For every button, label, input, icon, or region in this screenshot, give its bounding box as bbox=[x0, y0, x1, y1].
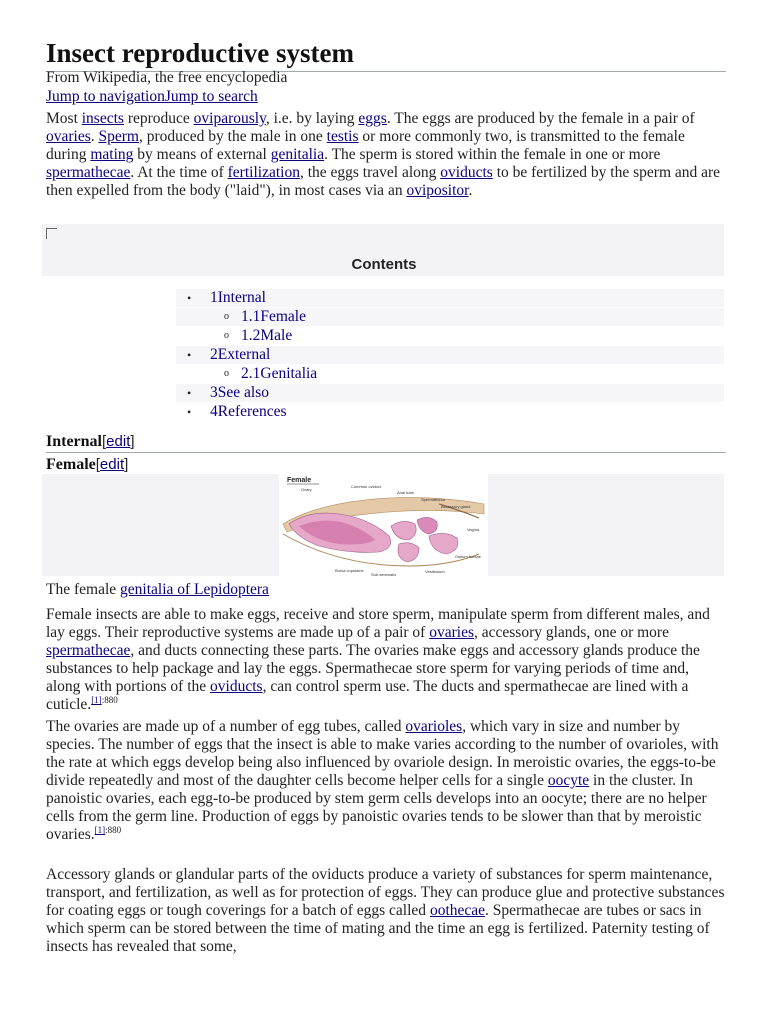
label-vagina: Vagina bbox=[467, 527, 480, 532]
edit-bracket: ] bbox=[124, 456, 129, 473]
intro-text: , i.e. by laying bbox=[265, 110, 359, 127]
link-oviducts-2[interactable]: oviducts bbox=[210, 678, 263, 695]
bullet-icon: • bbox=[187, 291, 192, 305]
section-heading-internal bbox=[46, 433, 726, 453]
label-common-oviduct: Common oviduct bbox=[351, 484, 382, 489]
ref-page: :880 bbox=[101, 694, 118, 705]
edit-bracket: ] bbox=[130, 433, 135, 450]
ref-link-1-b[interactable]: [1] bbox=[94, 824, 106, 835]
edit-link-female[interactable]: edit bbox=[99, 456, 125, 473]
paragraph-text: The ovaries are made up of a number of egg tubes, called bbox=[46, 718, 406, 735]
paragraph-text: , and ducts connecting these parts. The ovaries make eggs and accessory glands produce the substances to help package and lay the eggs. Spermathecae store sperm for varying periods of time and, along with portions of the bbox=[46, 642, 700, 695]
ref-link-1[interactable]: [1] bbox=[91, 694, 102, 705]
circle-bullet-icon: o bbox=[224, 368, 229, 379]
link-spermathecae-2[interactable]: spermathecae bbox=[46, 642, 131, 659]
paragraph-female-2 bbox=[46, 718, 726, 844]
page-subtitle: From Wikipedia, the free encyclopedia bbox=[46, 69, 288, 86]
intro-text: by means of external bbox=[133, 146, 271, 163]
jump-links bbox=[46, 88, 258, 106]
paragraph-text: , can control sperm use. The ducts and spermathecae are lined with a cuticle. bbox=[46, 678, 689, 713]
paragraph-female-3 bbox=[46, 866, 726, 956]
paragraph-text: Female insects are able to make eggs, receive and store sperm, manipulate sperm from different males, and lay eggs. Their reproductive systems are made up of a pair of bbox=[46, 606, 710, 641]
intro-text: Most bbox=[46, 110, 82, 127]
link-oothecae[interactable]: oothecae bbox=[429, 902, 486, 919]
link-eggs[interactable]: eggs bbox=[358, 110, 387, 127]
link-oviparously[interactable]: oviparously bbox=[193, 110, 266, 127]
edit-bracket: [ bbox=[102, 433, 107, 450]
toc-label: Female bbox=[260, 308, 306, 325]
toc-title: Contents bbox=[351, 256, 417, 273]
intro-text: , the eggs travel along bbox=[299, 164, 441, 181]
intro-text: reproduce bbox=[123, 110, 194, 127]
figure-caption bbox=[46, 581, 269, 599]
circle-bullet-icon: o bbox=[224, 330, 229, 341]
toc-item-genitalia[interactable] bbox=[176, 365, 724, 383]
label-spermatheca: Spermatheca bbox=[421, 497, 445, 502]
toc-number: 1.2 bbox=[241, 327, 261, 344]
toc-label: External bbox=[217, 346, 271, 363]
caption-text: The female bbox=[46, 581, 121, 598]
citation bbox=[95, 825, 122, 835]
toc-number: 1.1 bbox=[241, 308, 261, 325]
link-ovaries-2[interactable]: ovaries bbox=[429, 624, 474, 641]
link-fertilization[interactable]: fertilization bbox=[227, 164, 300, 181]
link-insects[interactable]: insects bbox=[81, 110, 124, 127]
paragraph-text: , which vary in size and number by species. The number of eggs that the insect is able to make varies according to the number of ovarioles, with the rate at which eggs develop being also influenced by ovariole design. In meroistic ovaries, the eggs-to-be divide repeatedly and most of the daughter cells become helper cells for a single bbox=[46, 718, 719, 789]
link-oviducts[interactable]: oviducts bbox=[440, 164, 493, 181]
link-ovarioles[interactable]: ovarioles bbox=[405, 718, 463, 735]
intro-paragraph bbox=[46, 110, 726, 200]
edit-bracket: [ bbox=[95, 456, 100, 473]
jump-to-navigation-link[interactable]: Jump to navigation bbox=[46, 88, 165, 105]
link-mating[interactable]: mating bbox=[90, 146, 134, 163]
link-oocyte[interactable]: oocyte bbox=[547, 772, 590, 789]
heading-text: Female bbox=[46, 456, 96, 473]
toc-number: 2.1 bbox=[241, 365, 261, 382]
toc-item-references[interactable] bbox=[176, 403, 724, 421]
toc-number: 4 bbox=[210, 403, 218, 420]
label-ostium-bursae: Ostium bursae bbox=[455, 554, 482, 559]
paragraph-text: , accessory glands, one or more bbox=[473, 624, 669, 641]
intro-text: , produced by the male in one bbox=[138, 128, 327, 145]
toc-item-internal[interactable] bbox=[176, 289, 724, 307]
link-genitalia[interactable]: genitalia bbox=[270, 146, 325, 163]
toc-number: 3 bbox=[210, 384, 218, 401]
heading-text: Internal bbox=[46, 433, 102, 450]
female-genitalia-diagram[interactable] bbox=[279, 474, 488, 580]
intro-text: to be fertilized by the sperm and are then expelled from the body ("laid"), in most cases via an bbox=[46, 164, 721, 199]
label-vestibulum: Vestibulum bbox=[425, 569, 445, 574]
intro-text: or more commonly two, is transmitted to the female during bbox=[46, 128, 685, 163]
intro-text: . At the time of bbox=[130, 164, 228, 181]
intro-text: . The eggs are produced by the female in a pair of bbox=[386, 110, 695, 127]
toc-number: 1 bbox=[210, 289, 218, 306]
label-ovary: Ovary bbox=[301, 487, 312, 492]
link-genitalia-of-lepidoptera[interactable]: genitalia of Lepidoptera bbox=[120, 581, 269, 598]
intro-text: . The sperm is stored within the female in one or more bbox=[324, 146, 661, 163]
bullet-icon: • bbox=[187, 405, 192, 419]
toc-item-see-also[interactable] bbox=[176, 384, 724, 402]
link-testis[interactable]: testis bbox=[326, 128, 359, 145]
toc-label: Genitalia bbox=[260, 365, 318, 382]
toc-label: Male bbox=[260, 327, 293, 344]
circle-bullet-icon: o bbox=[224, 311, 229, 322]
label-anal-tube: Anal tube bbox=[397, 490, 414, 495]
label-bursa-copulatrix: Bursa copulatrix bbox=[335, 568, 364, 573]
toc-label: See also bbox=[217, 384, 269, 401]
jump-to-search-link[interactable]: Jump to search bbox=[164, 88, 258, 105]
link-sperm[interactable]: Sperm bbox=[98, 128, 139, 145]
label-accessory-gland: Accessory gland bbox=[441, 504, 471, 509]
toc-toggle-icon[interactable] bbox=[46, 228, 57, 239]
link-spermathecae[interactable]: spermathecae bbox=[46, 164, 131, 181]
toc-item-female[interactable] bbox=[176, 308, 724, 326]
paragraph-text: in the cluster. In panoistic ovaries, each egg-to-be produced by stem germ cells develops into an oocyte; there are no helper cells from the germ line. Production of eggs by panoistic ovaries tends to be slower than that by meroistic ovaries. bbox=[46, 772, 707, 843]
figure-title: Female bbox=[287, 477, 312, 484]
link-ovaries[interactable]: ovaries bbox=[46, 128, 91, 145]
toc-number: 2 bbox=[210, 346, 218, 363]
paragraph-text: Accessory glands or glandular parts of the oviducts produce a variety of substances for sperm maintenance, transport, and fertilization, as well as for protection of eggs. They can produce glue and protective substances for coating eggs or tough coverings for a batch of eggs called bbox=[46, 866, 725, 919]
intro-text: . bbox=[90, 128, 99, 145]
section-heading-female bbox=[46, 456, 726, 474]
bullet-icon: • bbox=[187, 386, 192, 400]
toc-item-external[interactable] bbox=[176, 346, 724, 364]
link-ovipositor[interactable]: ovipositor bbox=[406, 182, 469, 199]
toc-label: Internal bbox=[217, 289, 266, 306]
intro-text: . bbox=[468, 182, 473, 199]
paragraph-female-1 bbox=[46, 606, 726, 714]
edit-link-internal[interactable]: edit bbox=[106, 433, 131, 450]
paragraph-text: . Spermathecae are tubes or sacs in which sperm can be stored between the time of mating and the time an egg is fertilized. Paternity testing of insects has revealed that some, bbox=[46, 902, 710, 955]
toc-label: References bbox=[217, 403, 287, 420]
page-title: Insect reproductive system bbox=[46, 38, 726, 72]
citation bbox=[91, 695, 118, 705]
bullet-icon: • bbox=[187, 348, 192, 362]
label-sub-seminalis: Sub-seminalis bbox=[371, 572, 397, 577]
ref-page: :880 bbox=[105, 824, 122, 835]
toc-item-male[interactable] bbox=[176, 327, 724, 345]
